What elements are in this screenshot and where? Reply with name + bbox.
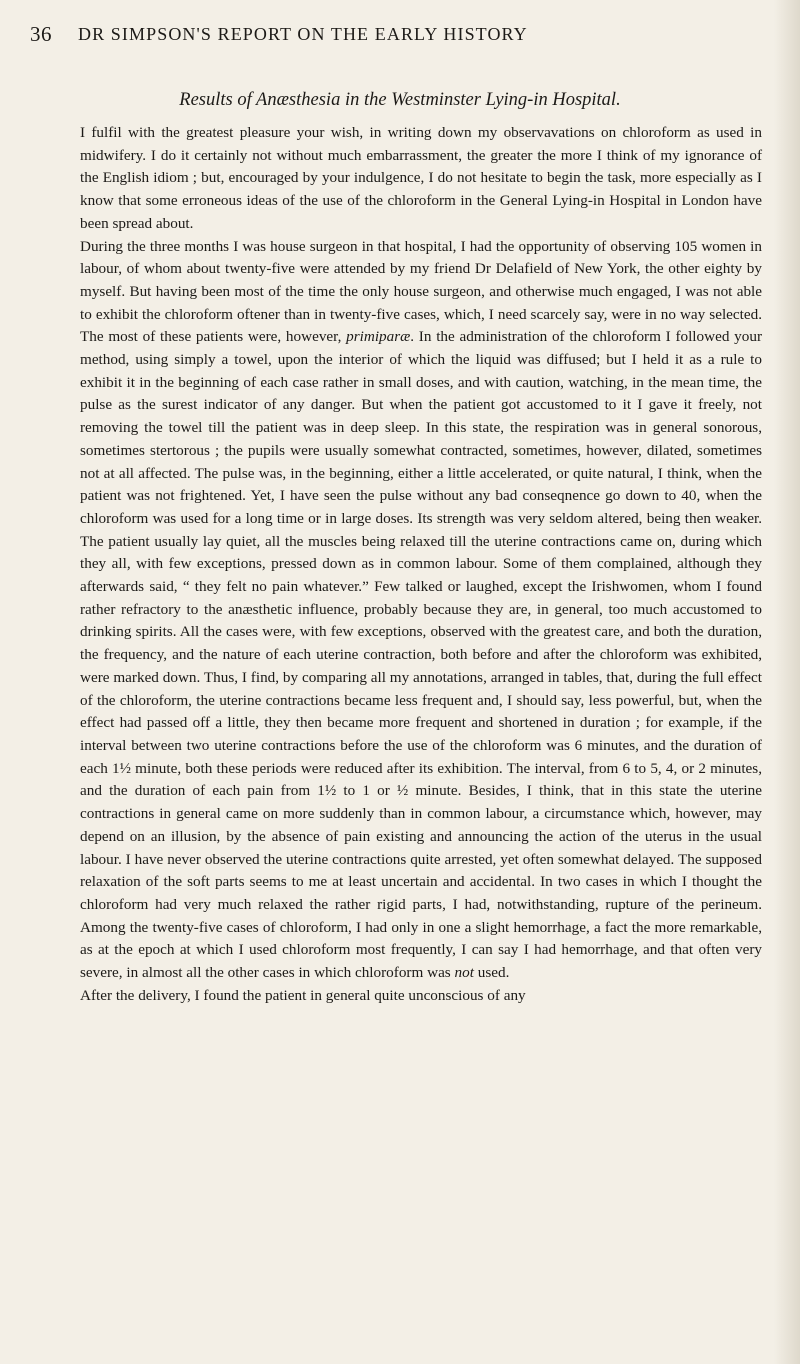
paragraph bbox=[80, 122, 762, 236]
paragraph bbox=[80, 236, 762, 985]
paragraph bbox=[80, 985, 762, 1008]
paragraph-text: used. bbox=[473, 964, 510, 982]
paragraph-text: After the delivery, I found the patient in general quite unconscious of any bbox=[80, 986, 526, 1004]
body-text bbox=[80, 122, 762, 1007]
paragraph-text: During the three months I was house surgeon in that hospital, I had the opportunity of observing 105 women in labour, of whom about twenty-five were attended by my friend Dr Delafield of New York, the other eighty by myself. But having been most of the time the only house surgeon, and otherwise much engaged, I was not able to exhibit the chloroform oftener than in twenty-five cases, which, I need scarcely say, were in no way selected. The most of these patients were, however, bbox=[80, 237, 762, 346]
emphasis-term: primiparæ bbox=[346, 328, 411, 346]
page-header bbox=[0, 18, 800, 58]
page-number: 36 bbox=[30, 22, 52, 46]
page-edge-shadow bbox=[774, 0, 800, 1364]
paragraph-text: I fulfil with the greatest pleasure your wish, in writing down my observavations on chloroform as used in midwifery. I do it certainly not without much embarrassment, the greater the more I think of my ignorance of the English idiom ; but, encouraged by your indulgence, I do not hesitate to begin the task, more especially as I know that some erroneous ideas of the use of the chloroform in the General Lying-in Hospital in London have been spread about. bbox=[80, 124, 762, 232]
emphasis-term: not bbox=[454, 964, 474, 982]
paragraph-text: . In the administration of the chloroform I followed your method, using simply a towel, upon the interior of which the liquid was diffused; but I held it as a rule to exhibit it in the beginning of each case rather in small doses, and with caution, watching, in the mean time, the pulse as the surest indicator of any danger. But when the patient got accustomed to it I gave it freely, not removing the towel till the patient was in deep sleep. In this state, the respiration was in general sonorous, sometimes stertorous ; the pupils were usually somewhat contracted, sometimes, however, dilated, sometimes not at all affected. The pulse was, in the beginning, either a little accelerated, or quite natural, I think, when the patient was not frightened. Yet, I have seen the pulse without any bad conseqnence go down to 40, when the chloroform was used for a long time or in large doses. Its strength was very seldom altered, being then weaker. The patient usually lay quiet, all the muscles being relaxed till the uterine contractions came on, during which they all, with few exceptions, pressed down as in common labour. Some of them complained, although they afterwards said, “ they felt no pain whatever.” Few talked or laughed, except the Irishwomen, whom I found rather refractory to the anæsthetic influence, probably because they are, in general, too much accustomed to drinking spirits. All the cases were, with few exceptions, observed with the greatest care, and both the duration, the frequency, and the nature of each uterine contraction, both before and after the chloroform was exhibited, were marked down. Thus, I find, by comparing all my annotations, arranged in tables, that, during the full effect of the chloroform, the uterine contractions became less frequent and, I should say, less powerful, but, when the effect had passed off a little, they then became more frequent and shortened in duration ; for example, if the interval between two uterine contractions before the use of the chloroform was 6 minutes, and the duration of each 1½ minute, both these periods were reduced after its exhibition. The interval, from 6 to 5, 4, or 2 minutes, and the duration of each pain from 1½ to 1 or ½ minute. Besides, I think, that in this state the uterine contractions in general came on more suddenly than in common labour, a circumstance which, however, may depend on an illusion, by the absence of pain existing and announcing the action of the uterus in the usual labour. I have never observed the uterine contractions quite arrested, yet often somewhat delayed. The supposed relaxation of the soft parts seems to me at least uncertain and accidental. In two cases in which I thought the chloroform had very much relaxed the rather rigid parts, I had, notwithstanding, rupture of the perineum. Among the twenty-five cases of chloroform, I had only in one a slight hemorrhage, a fact the more remarkable, as at the epoch at which I used chloroform most frequently, I can say I had hemorrhage, and that often very severe, in almost all the other cases in which chloroform was bbox=[80, 328, 762, 982]
running-head: DR SIMPSON'S REPORT ON THE EARLY HISTORY bbox=[78, 24, 528, 44]
section-title: Results of Anæsthesia in the Westminster Lying-in Hospital. bbox=[179, 90, 621, 110]
